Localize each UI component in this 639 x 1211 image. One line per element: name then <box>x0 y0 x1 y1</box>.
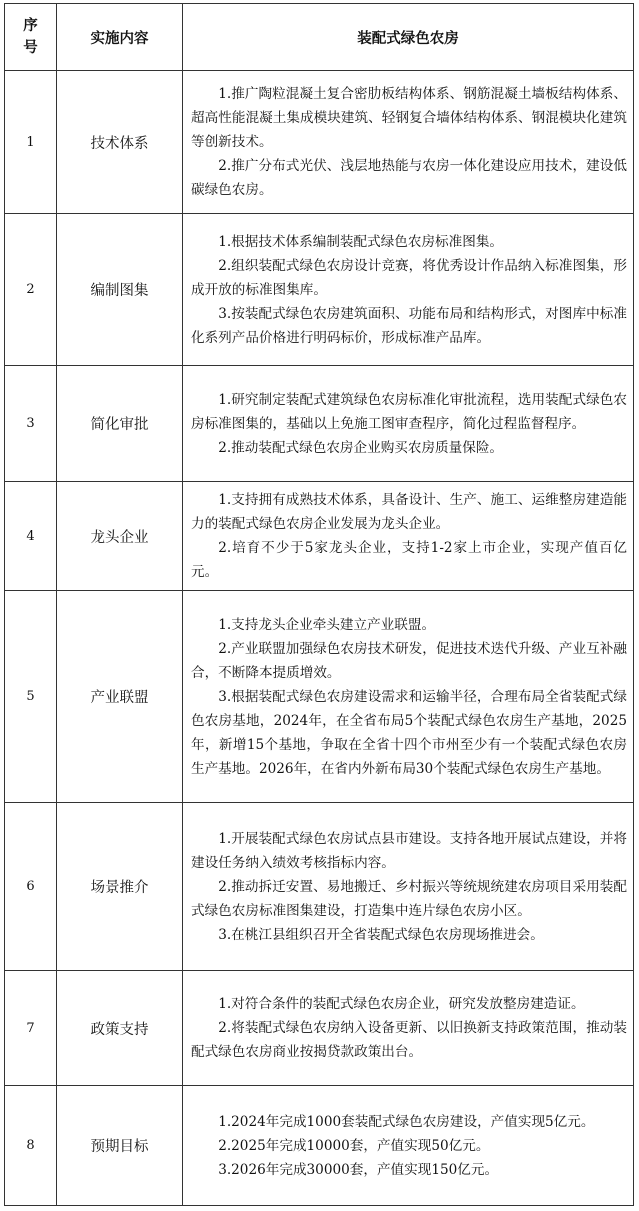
table-row <box>5 366 634 482</box>
content-item: 1.支持龙头企业牵头建立产业联盟。 <box>218 616 436 633</box>
row-content <box>183 71 634 214</box>
row-seq: 4 <box>5 482 57 591</box>
header-seq <box>5 4 57 71</box>
content-item: 3.2026年完成30000套，产值实现150亿元。 <box>218 1161 499 1178</box>
content-item: 2.产业联盟加强绿色农房技术研发，促进技术迭代升级、产业互补融合，不断降本提质增效。 <box>191 640 627 681</box>
row-category: 龙头企业 <box>57 482 183 591</box>
row-category: 产业联盟 <box>57 591 183 803</box>
row-category: 场景推介 <box>57 803 183 971</box>
row-seq: 5 <box>5 591 57 803</box>
row-seq: 2 <box>5 214 57 366</box>
row-category: 编制图集 <box>57 214 183 366</box>
row-content <box>183 971 634 1086</box>
row-category: 技术体系 <box>57 71 183 214</box>
row-content <box>183 803 634 971</box>
row-content <box>183 482 634 591</box>
table-row <box>5 482 634 591</box>
content-item: 1.根据技术体系编制装配式绿色农房标准图集。 <box>218 233 504 250</box>
header-category: 实施内容 <box>57 4 183 71</box>
content-item: 1.2024年完成1000套装配式绿色农房建设，产值实现5亿元。 <box>218 1113 595 1130</box>
content-item: 1.研究制定装配式建筑绿色农房标准化审批流程，选用装配式绿色农房标准图集的，基础以上免施工图审查程序，简化过程监督程序。 <box>191 391 627 432</box>
table-row <box>5 971 634 1086</box>
content-item: 2.推动拆迁安置、易地搬迁、乡村振兴等统规统建农房项目采用装配式绿色农房标准图集建设，打造集中连片绿色农房小区。 <box>191 878 627 919</box>
row-seq: 7 <box>5 971 57 1086</box>
row-content <box>183 366 634 482</box>
table-row <box>5 803 634 971</box>
content-item: 3.按装配式绿色农房建筑面积、功能布局和结构形式，对图库中标准化系列产品价格进行明码标价，形成标准产品库。 <box>191 305 627 346</box>
content-item: 2.推广分布式光伏、浅层地热能与农房一体化建设应用技术，建设低碳绿色农房。 <box>191 158 627 198</box>
row-seq: 3 <box>5 366 57 482</box>
table-row <box>5 591 634 803</box>
row-seq: 6 <box>5 803 57 971</box>
content-item: 1.支持拥有成熟技术体系，具备设计、生产、施工、运维整房建造能力的装配式绿色农房企业发展为龙头企业。 <box>191 492 627 532</box>
content-item: 3.根据装配式绿色农房建设需求和运输半径，合理布局全省装配式绿色农房基地，2024年，在全省布局5个装配式绿色农房生产基地，2025年，新增15个基地，争取在全省十四个市州至少有一个装配式绿色农房生产基地。2026年，在省内外新布局30个装配式绿色农房生产基地。 <box>191 688 627 777</box>
content-item: 2.2025年完成10000套，产值实现50亿元。 <box>218 1137 490 1154</box>
table-row <box>5 1086 634 1206</box>
content-item: 3.在桃江县组织召开全省装配式绿色农房现场推进会。 <box>218 926 544 943</box>
content-item: 2.推动装配式绿色农房企业购买农房质量保险。 <box>218 439 504 456</box>
row-seq: 1 <box>5 71 57 214</box>
implementation-table <box>4 3 634 1206</box>
row-content <box>183 591 634 803</box>
header-row <box>5 4 634 71</box>
header-content: 装配式绿色农房 <box>183 4 634 71</box>
content-item: 1.对符合条件的装配式绿色农房企业，研究发放整房建造证。 <box>218 996 585 1012</box>
content-item: 2.培育不少于5家龙头企业，支持1-2家上市企业，实现产值百亿元。 <box>191 540 627 580</box>
content-item: 1.开展装配式绿色农房试点县市建设。支持各地开展试点建设，并将建设任务纳入绩效考核指标内容。 <box>191 830 627 871</box>
row-content <box>183 1086 634 1206</box>
row-category: 预期目标 <box>57 1086 183 1206</box>
row-seq: 8 <box>5 1086 57 1206</box>
content-item: 2.组织装配式绿色农房设计竞赛，将优秀设计作品纳入标准图集，形成开放的标准图集库。 <box>191 257 627 298</box>
table-row <box>5 71 634 214</box>
table-row <box>5 214 634 366</box>
content-item: 2.将装配式绿色农房纳入设备更新、以旧换新支持政策范围，推动装配式绿色农房商业按揭贷款政策出台。 <box>191 1020 627 1060</box>
row-category: 简化审批 <box>57 366 183 482</box>
row-content <box>183 214 634 366</box>
content-item: 1.推广陶粒混凝土复合密肋板结构体系、钢筋混凝土墙板结构体系、超高性能混凝土集成模块建筑、轻钢复合墙体结构体系、钢混模块化建筑等创新技术。 <box>191 86 627 150</box>
header-seq-text: 序号 <box>23 17 38 56</box>
row-category: 政策支持 <box>57 971 183 1086</box>
